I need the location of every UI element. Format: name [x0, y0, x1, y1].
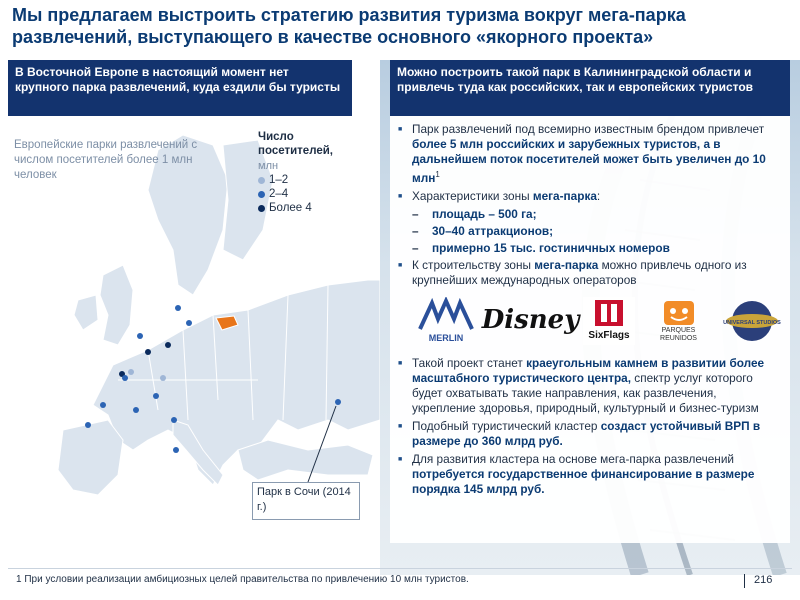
- bullet-emphasis: мега-парка: [532, 188, 597, 203]
- legend-title: Число посетителей,: [258, 131, 334, 157]
- footnote-marker: 1: [435, 170, 440, 179]
- park-marker: [175, 305, 181, 311]
- bullet-visitors: [398, 122, 782, 186]
- bullet-text: Парк развлечений под всемирно известным брендом привлечет: [412, 122, 765, 136]
- page-number-separator: [744, 574, 745, 588]
- bullet-text: можно привлечь одного из крупнейших международных операторов: [412, 257, 747, 287]
- bullet-cornerstone: [398, 356, 782, 416]
- six-flags-logo: [583, 297, 635, 345]
- legend-item: [258, 202, 368, 214]
- footnote: 1 При условии реализации амбициозных целей правительства по привлечению 10 млн туристов.: [16, 574, 469, 585]
- park-marker: [133, 407, 139, 413]
- park-marker: [122, 375, 128, 381]
- dash-item: – площадь – 500 га;: [398, 207, 782, 222]
- park-marker: [165, 342, 171, 348]
- bullet-text: К строительству зоны: [412, 257, 535, 272]
- bullet-emphasis: потребуется государственное финансирование в размере порядка 145 млрд руб.: [412, 466, 755, 496]
- park-marker: [173, 447, 179, 453]
- bullet-text: Подобный туристический кластер: [412, 418, 601, 433]
- map-legend: [258, 130, 368, 214]
- legend-unit: млн: [258, 160, 279, 172]
- operator-logos: [414, 292, 782, 350]
- park-marker: [145, 349, 151, 355]
- bullet-emphasis: более 5 млн российских и зарубежных туристов, а в дальнейшем поток посетителей может быть увеличен до 10 млн: [412, 137, 766, 185]
- six-flags-logo-text: SixFlags: [588, 330, 630, 342]
- bullet-financing: [398, 452, 782, 497]
- right-header: Можно построить такой парк в Калининградской области и привлечь туда как российских, так и европейских туристов: [390, 60, 790, 116]
- bullet-text: спектр услуг которого будет охватывать такие направления, как развлечения, укрепление здоровья, природный, культурный и бизнес-туризм: [412, 370, 759, 415]
- dash-item: – 30–40 аттракционов;: [398, 224, 782, 239]
- right-content: [390, 116, 790, 543]
- park-marker: [186, 320, 192, 326]
- legend-dot-icon: [258, 205, 265, 212]
- legend-item: [258, 188, 368, 200]
- legend-label: Более 4: [269, 202, 312, 214]
- parques-logo-text: PARQUES REUNIDOS: [660, 326, 697, 342]
- bullet-text: :: [596, 188, 601, 203]
- bullet-emphasis: мега-парка: [534, 257, 599, 272]
- bullet-text: Для развития кластера на основе мега-парка развлечений: [412, 451, 735, 466]
- park-marker: [100, 402, 106, 408]
- left-header: В Восточной Европе в настоящий момент нет крупного парка развлечений, куда ездили бы туристы: [8, 60, 352, 116]
- legend-item: [258, 174, 368, 186]
- page-title: Мы предлагаем выстроить стратегию развития туризма вокруг мега-парка развлечений, выступающего в качестве основного «якорного проекта»: [12, 5, 686, 47]
- disney-logo: [481, 297, 580, 345]
- park-marker: [137, 333, 143, 339]
- merlin-logo-text: MERLIN: [428, 332, 464, 343]
- legend-dot-icon: [258, 191, 265, 198]
- park-marker: [128, 369, 134, 375]
- bullet-text: Такой проект станет: [412, 355, 527, 370]
- merlin-logo: [414, 297, 478, 345]
- bullet-operators: [398, 258, 782, 288]
- universal-studios-logo: [722, 297, 782, 345]
- dash-item: – примерно 15 тыс. гостиничных номеров: [398, 241, 782, 256]
- page-number: 216: [754, 574, 773, 586]
- bullet-characteristics: [398, 189, 782, 204]
- legend-label: 2–4: [269, 188, 289, 200]
- sochi-callout: Парк в Сочи (2014 г.): [252, 482, 360, 520]
- disney-logo-text: Disney: [481, 305, 580, 336]
- park-marker: [335, 399, 341, 405]
- map-caption: Европейские парки развлечений с числом посетителей более 1 млн человек: [14, 139, 198, 181]
- bullet-grp: [398, 419, 782, 449]
- footer-divider: [8, 568, 792, 569]
- bullet-emphasis: краеугольным камнем в развитии более масштабного туристического центра,: [412, 355, 765, 385]
- legend-label: 1–2: [269, 174, 289, 186]
- park-marker: [153, 393, 159, 399]
- park-marker: [85, 422, 91, 428]
- parques-reunidos-logo: [653, 297, 705, 345]
- legend-dot-icon: [258, 177, 265, 184]
- bullet-text: Характеристики зоны: [412, 188, 533, 203]
- park-marker: [160, 375, 166, 381]
- park-marker: [171, 417, 177, 423]
- bullet-emphasis: создаст устойчивый ВРП в размере до 360 млрд руб.: [412, 418, 761, 448]
- universal-logo-text: UNIVERSAL STUDIOS: [723, 319, 781, 326]
